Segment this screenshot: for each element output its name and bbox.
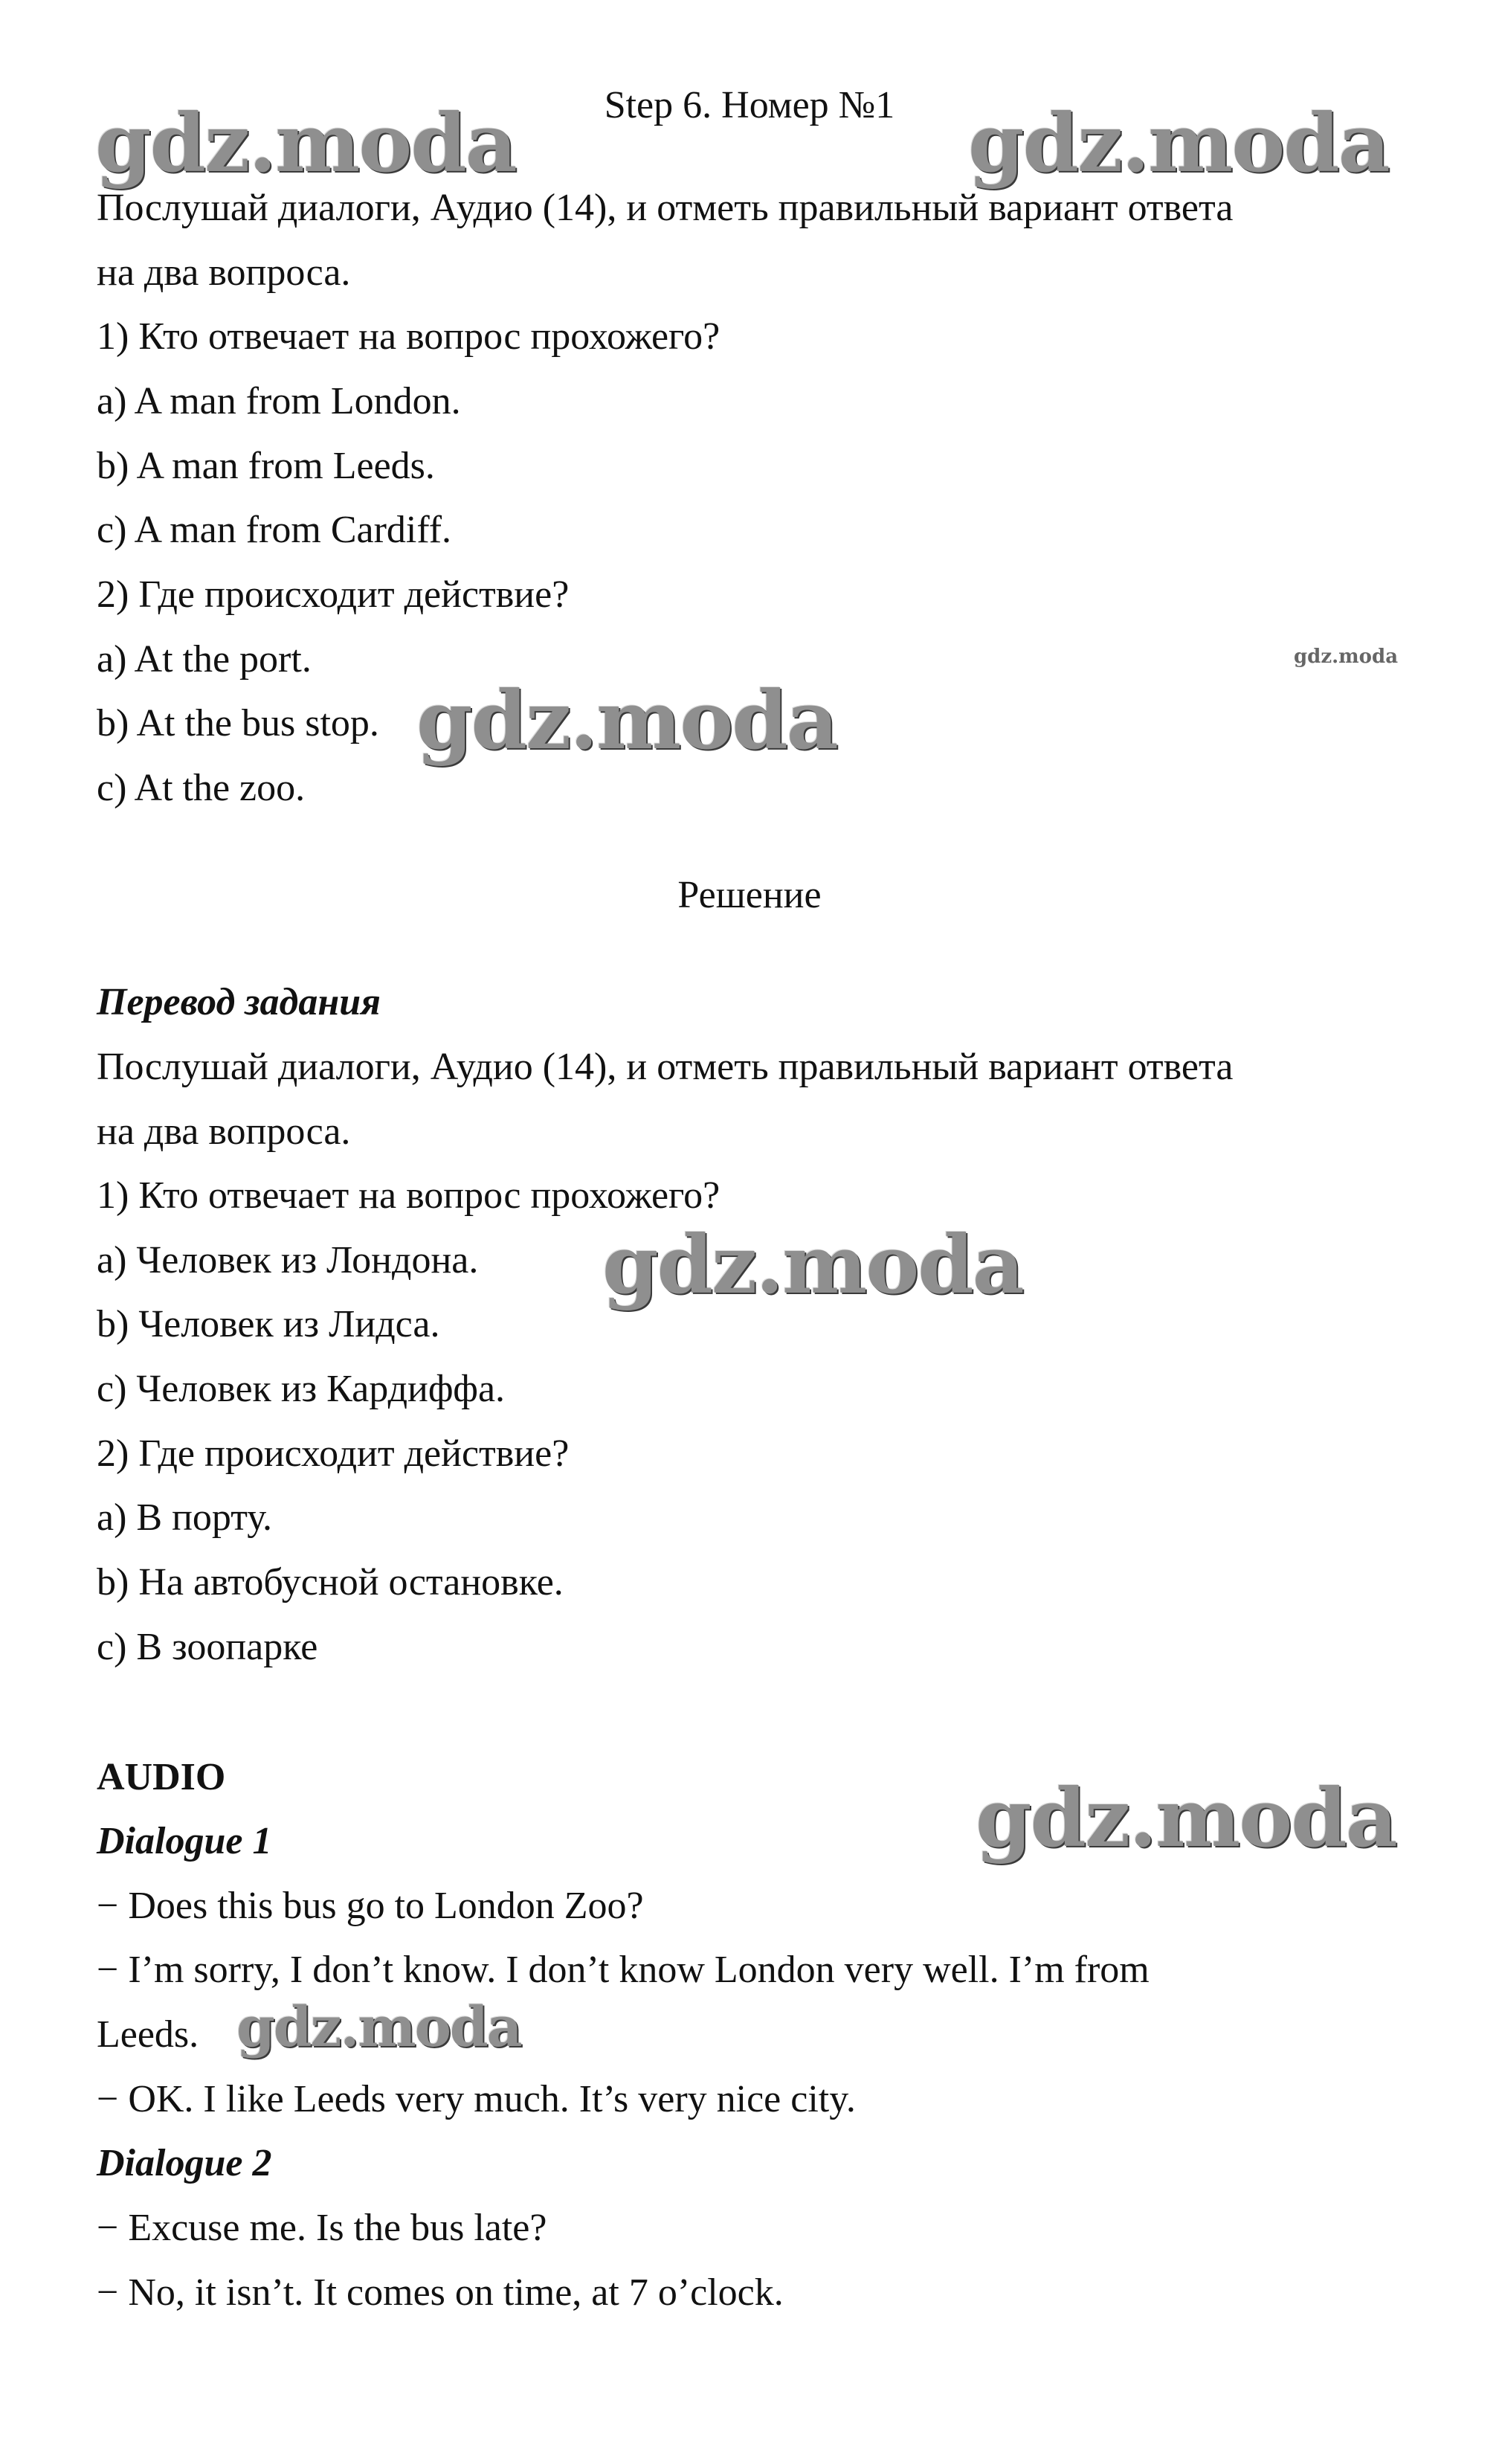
dialogue-1-line-1: − Does this bus go to London Zoo? xyxy=(97,1885,644,1927)
watermark: gdz.moda xyxy=(95,97,516,190)
watermark: gdz.moda xyxy=(968,97,1389,190)
task-intro-line2: на два вопроса. xyxy=(97,251,351,294)
audio-heading: AUDIO xyxy=(97,1756,226,1798)
watermark: gdz.moda xyxy=(236,1995,521,2059)
solution-intro-line1: Послушай диалоги, Аудио (14), и отметь правильный вариант ответа xyxy=(97,1046,1234,1088)
dialogue-2-title: Dialogue 2 xyxy=(97,2142,272,2184)
task-question-2: 2) Где происходит действие? xyxy=(97,573,570,616)
solution-q2-option-c: c) В зоопарке xyxy=(97,1626,318,1668)
solution-intro-line2: на два вопроса. xyxy=(97,1110,351,1153)
solution-question-2: 2) Где происходит действие? xyxy=(97,1432,570,1475)
dialogue-1-line-2: − I’m sorry, I don’t know. I don’t know London very well. I’m from xyxy=(97,1949,1150,1991)
dialogue-2-line-2: − No, it isn’t. It comes on time, at 7 o’clock. xyxy=(97,2271,784,2314)
task-q2-option-c: c) At the zoo. xyxy=(97,767,306,809)
task-q1-option-a: a) A man from London. xyxy=(97,380,461,422)
dialogue-1-title: Dialogue 1 xyxy=(97,1820,272,1862)
task-q2-option-b: b) At the bus stop. xyxy=(97,702,379,744)
task-q1-option-b: b) A man from Leeds. xyxy=(97,445,435,487)
task-intro-line1: Послушай диалоги, Аудио (14), и отметь правильный вариант ответа xyxy=(97,187,1234,229)
watermark: gdz.moda xyxy=(1294,646,1399,668)
dialogue-1-line-2-cont: Leeds. xyxy=(97,2013,199,2056)
page-title: Step 6. Номер №1 xyxy=(604,84,895,126)
solution-question-1: 1) Кто отвечает на вопрос прохожего? xyxy=(97,1174,721,1217)
solution-q1-option-a: a) Человек из Лондона. xyxy=(97,1239,479,1281)
translation-heading: Перевод задания xyxy=(97,981,381,1023)
task-question-1: 1) Кто отвечает на вопрос прохожего? xyxy=(97,315,721,358)
task-q2-option-a: a) At the port. xyxy=(97,638,312,681)
solution-q2-option-b: b) На автобусной остановке. xyxy=(97,1561,564,1603)
solution-q2-option-a: a) В порту. xyxy=(97,1496,273,1539)
solution-heading: Решение xyxy=(677,874,822,916)
dialogue-1-line-3: − OK. I like Leeds very much. It’s very nice city. xyxy=(97,2078,856,2120)
watermark: gdz.moda xyxy=(416,674,837,768)
dialogue-2-line-1: − Excuse me. Is the bus late? xyxy=(97,2207,547,2249)
solution-q1-option-b: b) Человек из Лидса. xyxy=(97,1303,440,1345)
task-q1-option-c: c) A man from Cardiff. xyxy=(97,509,452,551)
solution-q1-option-c: c) Человек из Кардиффа. xyxy=(97,1368,506,1410)
watermark: gdz.moda xyxy=(602,1218,1023,1312)
watermark: gdz.moda xyxy=(976,1772,1396,1865)
